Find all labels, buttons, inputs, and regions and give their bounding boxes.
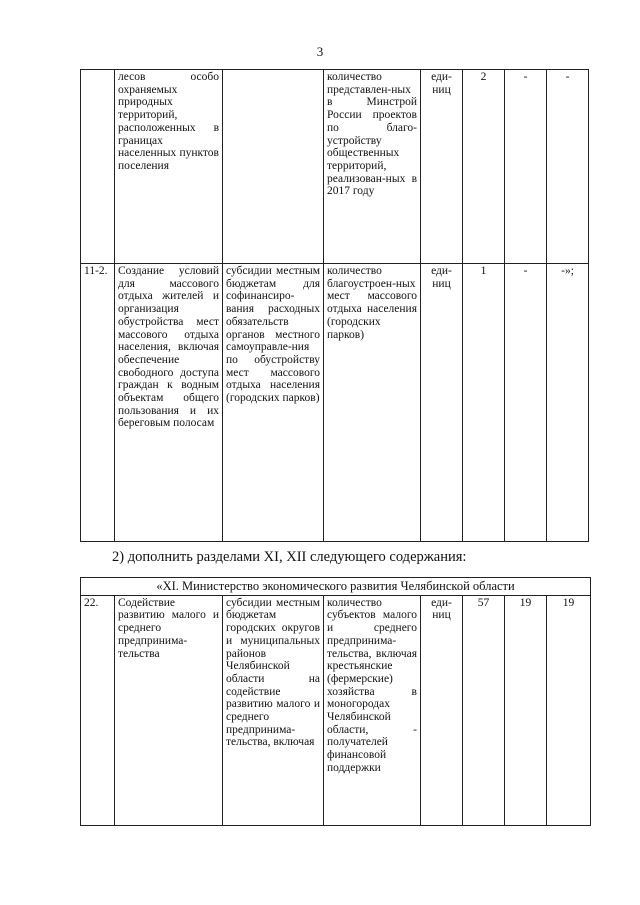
subsidy-purpose — [223, 70, 324, 264]
value-year-3: -»; — [547, 264, 589, 542]
table-row — [81, 70, 589, 264]
value-year-1: 1 — [463, 264, 505, 542]
unit-of-measure: еди-ниц — [421, 595, 463, 825]
amendment-instruction: 2) дополнить разделами XI, XII следующего содержания: — [112, 549, 467, 565]
unit-of-measure: еди-ниц — [421, 70, 463, 264]
measure-name: лесов особо охраняемых природных территорий, расположенных в границах населенных пунктов поселения — [115, 70, 223, 264]
result-indicator: количество благоустроен-ных мест массового отдыха населения (городских парков) — [324, 264, 421, 542]
section-header-row — [81, 578, 591, 596]
value-year-1: 57 — [463, 595, 505, 825]
value-year-2: 19 — [505, 595, 547, 825]
table-row — [81, 264, 589, 542]
subsidy-table-bottom — [80, 577, 591, 826]
result-indicator: количество представлен-ных в Минстрой России проектов по благо-устройству общественных территорий, реализован-ных в 2017 году — [324, 70, 421, 264]
value-year-1: 2 — [463, 70, 505, 264]
row-number: 11-2. — [81, 264, 115, 542]
section-title: «XI. Министерство экономического развития Челябинской области — [81, 578, 591, 596]
value-year-3: - — [547, 70, 589, 264]
measure-name: Содействие развитию малого и среднего предпринима-тельства — [115, 595, 223, 825]
value-year-2: - — [505, 264, 547, 542]
subsidy-purpose: субсидии местным бюджетам для софинансиро-вания расходных обязательств органов местного самоуправле-ния по обустройству мест массового отдыха населения (городских парков) — [223, 264, 324, 542]
subsidy-purpose: субсидии местным бюджетам городских округов и муниципальных районов Челябинской области на содействие развитию малого и среднего предпринима-тельства, включая — [223, 595, 324, 825]
unit-of-measure: еди-ниц — [421, 264, 463, 542]
row-number — [81, 70, 115, 264]
page-number: 3 — [316, 44, 324, 59]
row-number: 22. — [81, 595, 115, 825]
value-year-2: - — [505, 70, 547, 264]
measure-name: Создание условий для массового отдыха жителей и организация обустройства мест массового отдыха населения, включая обеспечение свободного доступа граждан к водным объектам общего пользования и их береговым полосам — [115, 264, 223, 542]
value-year-3: 19 — [547, 595, 591, 825]
table-row — [81, 595, 591, 825]
subsidy-table-top — [80, 69, 589, 542]
result-indicator: количество субъектов малого и среднего предпринима-тельства, включая крестьянские (фермерские) хозяйства в моногородах Челябинской области, - получателей финансовой поддержки — [324, 595, 421, 825]
